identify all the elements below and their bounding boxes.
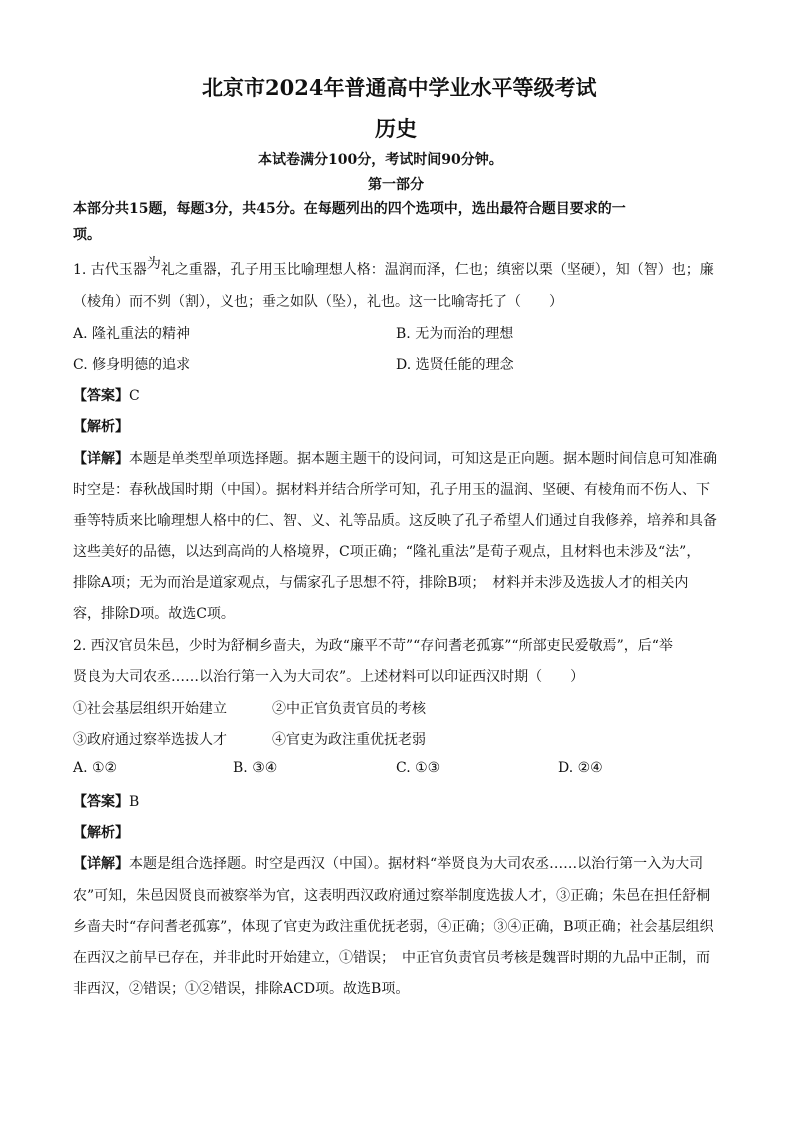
q1-answer: 【答案】C bbox=[73, 388, 140, 404]
q1-stem-line-2: （棱角）而不刿（割），义也；垂之如队（坠），礼也。这一比喻寄托了（ ） bbox=[73, 294, 563, 310]
q2-detail-line-3: 乡啬夫时“存问耆老孤寡”，体现了官吏为政注重优抚老弱，④正确；③④正确，B项正确；社会基层组织 bbox=[73, 919, 714, 935]
q2-stem-line-1: 2. 西汉官员朱邑，少时为舒桐乡啬夫，为政“廉平不苛”“存问耆老孤寡”“所部吏民爱敬焉”，后“举 bbox=[73, 638, 673, 654]
part-heading: 第一部分 bbox=[368, 177, 424, 193]
q1-stem-line-1: 1. 古代玉器为礼之重器，孔子用玉比喻理想人格：温润而泽，仁也；缜密以栗（坚硬），知（智）也；廉 bbox=[73, 256, 714, 278]
q2-detail-line-1: 【详解】本题是组合选择题。时空是西汉（中国）。据材料“举贤良为大司农丞……以治行第一入为大司 bbox=[73, 856, 704, 872]
q1-option-c: C. 修身明德的追求 bbox=[73, 357, 191, 373]
q2-detail-line-4: 在西汉之前早已存在，并非此时开始建立，①错误； 中正官负责官员考核是魏晋时期的九品中正制，而 bbox=[73, 950, 710, 966]
q2-analysis-label: 【解析】 bbox=[73, 825, 129, 841]
instruction-line-2: 项。 bbox=[73, 227, 101, 243]
q2-answer: 【答案】B bbox=[73, 794, 140, 810]
q1-detail-line-2: 时空是：春秋战国时期（中国）。据材料并结合所学可知，孔子用玉的温润、坚硬、有棱角而不伤人、下 bbox=[73, 482, 710, 498]
q1-option-a: A. 隆礼重法的精神 bbox=[73, 326, 191, 342]
q1-detail-line-3: 垂等特质来比喻理想人格中的仁、智、义、礼等品质。这反映了孔子希望人们通过自我修养，培养和具备 bbox=[73, 513, 717, 529]
q2-option-b: B. ③④ bbox=[233, 760, 278, 776]
q2-detail-line-5: 非西汉，②错误；①②错误，排除ACD项。故选B项。 bbox=[73, 981, 410, 997]
q2-item-1: ①社会基层组织开始建立 bbox=[73, 701, 227, 717]
q2-option-c: C. ①③ bbox=[396, 760, 441, 776]
page-title: 北京市2024年普通高中学业水平等级考试 bbox=[202, 75, 597, 100]
q2-detail-line-2: 农”可知，朱邑因贤良而被察举为官，这表明西汉政府通过察举制度选拔人才，③正确；朱邑在担任舒桐 bbox=[73, 888, 711, 904]
q2-item-4: ④官吏为政注重优抚老弱 bbox=[272, 732, 426, 748]
q2-option-a: A. ①② bbox=[73, 760, 118, 776]
q1-option-b: B. 无为而治的理想 bbox=[396, 326, 514, 342]
q1-option-d: D. 选贤任能的理念 bbox=[396, 357, 514, 373]
q1-detail-line-5: 排除A项；无为而治是道家观点，与儒家孔子思想不符，排除B项； 材料并未涉及选拔人才的相关内 bbox=[73, 575, 689, 591]
q2-stem-line-2: 贤良为大司农丞……以治行第一入为大司农”。上述材料可以印证西汉时期（ ） bbox=[73, 669, 585, 685]
instruction-line-1: 本部分共15题，每题3分，共45分。在每题列出的四个选项中，选出最符合题目要求的一 bbox=[73, 201, 626, 217]
subject-title: 历史 bbox=[375, 116, 417, 141]
q1-detail-line-4: 这些美好的品德，以达到高尚的人格境界，C项正确；“隆礼重法”是荀子观点，且材料也未涉及“法”， bbox=[73, 544, 701, 560]
q1-detail-line-6: 容，排除D项。故选C项。 bbox=[73, 606, 235, 622]
q1-analysis-label: 【解析】 bbox=[73, 419, 129, 435]
q2-item-2: ②中正官负责官员的考核 bbox=[272, 701, 426, 717]
q2-item-3: ③政府通过察举选拔人才 bbox=[73, 732, 227, 748]
exam-note: 本试卷满分100分，考试时间90分钟。 bbox=[258, 152, 503, 168]
q2-option-d: D. ②④ bbox=[558, 760, 603, 776]
q1-detail-line-1: 【详解】本题是单类型单项选择题。据本题主题干的设问词，可知这是正向题。据本题时间信息可知准确 bbox=[73, 451, 717, 467]
